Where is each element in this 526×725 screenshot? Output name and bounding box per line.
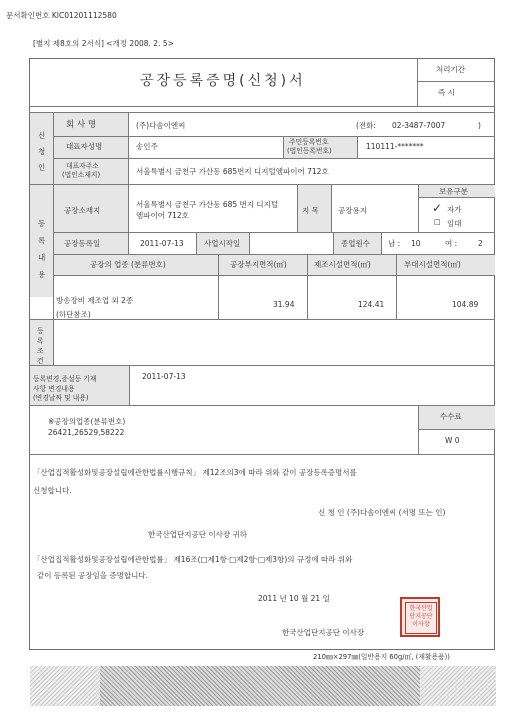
female-label: 여 :: [445, 239, 458, 248]
certification-line-2: 같이 등록된 공장임을 증명합니다.: [37, 571, 148, 580]
address-value: 서울특별시 금천구 가산동 685번지 디지털엠파이어 712호: [136, 167, 329, 176]
fee-value: W 0: [445, 436, 460, 445]
processing-label: 처리기간: [436, 65, 465, 74]
address-label-1: 대표자주소: [66, 162, 99, 170]
address-label-2: (법인소재지): [62, 171, 101, 179]
certification-date: 2011 년 10 월 21 일: [258, 594, 330, 603]
notes-line-1: ※공장의업종(분류번호): [48, 417, 126, 426]
male-label: 남 :: [388, 239, 401, 248]
representative-label: 대표자성명: [66, 142, 103, 151]
phone-label: (전화:: [356, 121, 376, 130]
col-aux-area: 부대시설면적(㎡): [404, 260, 461, 269]
changes-value: 2011-07-13: [142, 372, 186, 381]
page-title: 공장등록증명(신청)서: [140, 73, 306, 89]
doc-confirm-number: 문서확인번호 KIC01201112580: [6, 11, 117, 20]
official-seal: [400, 597, 440, 637]
registration-date-value: 2011-07-13: [140, 239, 184, 248]
paper-spec: 210㎜×297㎜(일반용지 60g/㎡, (재활용품)): [313, 653, 450, 661]
ownership-check-icon: ✓: [432, 201, 443, 215]
fee-label: 수수료: [440, 412, 462, 421]
site-area-value: 31.94: [273, 300, 295, 309]
id-number-label-2: (법인등록번호): [287, 147, 332, 155]
factory-location-value-1: 서울특별시 금천구 가산동 685 번지 디지털: [136, 200, 279, 209]
applicant-section-label: 신청인: [38, 131, 46, 172]
factory-location-value-2: 엠파이어 712호: [136, 211, 189, 220]
male-value: 10: [411, 239, 421, 248]
declaration-line-2: 신청합니다.: [33, 486, 72, 495]
id-number-value: 110111-*******: [366, 142, 424, 151]
industry-note: (하단참조): [56, 310, 91, 319]
aux-area-value: 104.89: [452, 300, 479, 309]
issuer-name: 한국산업단지공단 이사장: [282, 628, 365, 637]
notes-line-2: 26421,26529,58222: [48, 428, 125, 437]
changes-label-2: 사항 변경내용: [33, 385, 75, 393]
applicant-signature-line: 신 청 인 (주)다솜이엔씨 (서명 또는 인): [318, 508, 446, 517]
form-reference: [별지 제8호의 2서식] <개정 2008. 2. 5>: [33, 39, 174, 48]
ownership-box-icon: ☐: [434, 218, 441, 227]
ownership-own: 자가: [447, 205, 462, 214]
id-number-label-1: 주민등록번호: [289, 138, 329, 146]
land-category-label: 지 목: [302, 206, 319, 215]
phone-value: 02-3487-7007: [392, 121, 446, 130]
recipient-line: 한국산업단지공단 이사장 귀하: [148, 530, 247, 539]
representative-value: 송인주: [136, 142, 158, 151]
business-start-label: 사업시작일: [204, 239, 241, 248]
registration-date-label: 공장등록일: [64, 239, 101, 248]
female-value: 2: [478, 239, 483, 248]
phone-close: ): [478, 121, 481, 130]
col-mfg-area: 제조시설면적(㎡): [314, 260, 371, 269]
security-pattern: [30, 666, 496, 706]
changes-label-3: (변경날짜 및 내용): [33, 394, 89, 402]
conditions-label: 등록조건: [37, 327, 44, 365]
seal-text: 한국산업단지공단이사장: [409, 605, 433, 628]
certification-line-1: 「산업집적활성화및공장설립에관한법률」 제16조(□제1항·□제2항·□제3항)의 규정에 따라 위와: [33, 555, 353, 564]
mfg-area-value: 124.41: [358, 300, 385, 309]
changes-label-1: 등록변경,증설등 기재: [33, 375, 97, 383]
company-name-label: 회 사 명: [66, 120, 97, 130]
industry-value: 방송장비 제조업 외 2종: [56, 296, 134, 305]
registration-section-label: 등록내용: [38, 219, 46, 279]
ownership-rent: 임대: [447, 219, 462, 228]
declaration-line-1: 「산업집적활성화및공장설립에관한법률시행규칙」 제12조의3에 따라 위와 같이 공장등록증명서를: [33, 468, 357, 477]
processing-value: 즉 시: [438, 88, 455, 97]
col-site-area: 공장부지면적(㎡): [230, 260, 287, 269]
company-name-value: (주)다솜이엔씨: [136, 121, 186, 130]
col-industry: 공장의 업종 (분류번호): [90, 260, 166, 269]
ownership-label: 보유구분: [439, 187, 468, 196]
land-category-value: 공장용지: [338, 206, 367, 215]
factory-location-label: 공장소재지: [64, 206, 101, 215]
employees-label: 종업원수: [341, 239, 370, 248]
